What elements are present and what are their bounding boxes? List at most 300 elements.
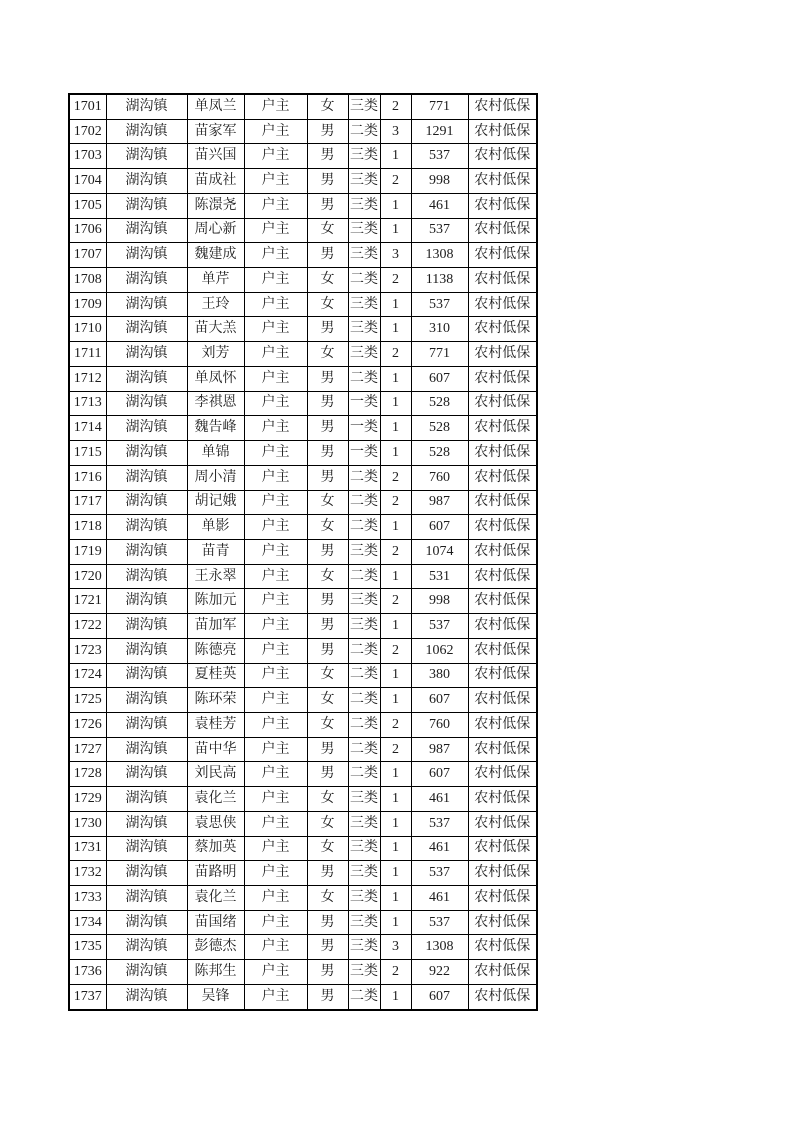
cell-benefit-type: 农村低保 [468,465,537,490]
cell-persons: 3 [380,935,411,960]
cell-relation: 户主 [244,984,307,1009]
cell-name: 胡记娥 [187,490,244,515]
table-row [69,638,537,663]
cell-town: 湖沟镇 [106,539,187,564]
cell-relation: 户主 [244,861,307,886]
cell-persons: 1 [380,910,411,935]
cell-town: 湖沟镇 [106,441,187,466]
cell-town: 湖沟镇 [106,564,187,589]
cell-name: 蔡加英 [187,836,244,861]
cell-amount: 1308 [411,935,468,960]
cell-amount: 537 [411,144,468,169]
table-row [69,886,537,911]
cell-record-id: 1737 [69,984,106,1009]
cell-amount: 461 [411,787,468,812]
table-row [69,119,537,144]
cell-persons: 2 [380,169,411,194]
table-row [69,292,537,317]
cell-relation: 户主 [244,539,307,564]
cell-town: 湖沟镇 [106,712,187,737]
cell-benefit-type: 农村低保 [468,292,537,317]
cell-gender: 男 [307,638,348,663]
cell-amount: 607 [411,366,468,391]
cell-amount: 537 [411,811,468,836]
cell-relation: 户主 [244,169,307,194]
cell-persons: 2 [380,268,411,293]
cell-gender: 女 [307,688,348,713]
cell-persons: 1 [380,515,411,540]
cell-benefit-type: 农村低保 [468,268,537,293]
cell-amount: 380 [411,663,468,688]
cell-gender: 男 [307,441,348,466]
cell-town: 湖沟镇 [106,910,187,935]
cell-name: 刘民高 [187,762,244,787]
cell-gender: 男 [307,539,348,564]
cell-category: 二类 [348,564,380,589]
cell-gender: 女 [307,787,348,812]
table-row [69,663,537,688]
cell-gender: 女 [307,886,348,911]
cell-town: 湖沟镇 [106,94,187,119]
cell-relation: 户主 [244,886,307,911]
cell-benefit-type: 农村低保 [468,737,537,762]
cell-persons: 2 [380,737,411,762]
cell-town: 湖沟镇 [106,465,187,490]
cell-gender: 男 [307,935,348,960]
cell-persons: 2 [380,465,411,490]
table-row [69,144,537,169]
cell-name: 单凤兰 [187,94,244,119]
cell-amount: 461 [411,886,468,911]
cell-record-id: 1736 [69,960,106,985]
table-row [69,515,537,540]
cell-category: 三类 [348,243,380,268]
cell-name: 李祺恩 [187,391,244,416]
cell-category: 三类 [348,292,380,317]
cell-name: 苗兴国 [187,144,244,169]
cell-persons: 1 [380,441,411,466]
cell-record-id: 1731 [69,836,106,861]
table-row [69,811,537,836]
table-row [69,564,537,589]
cell-gender: 女 [307,564,348,589]
cell-amount: 528 [411,441,468,466]
cell-relation: 户主 [244,268,307,293]
cell-relation: 户主 [244,737,307,762]
cell-benefit-type: 农村低保 [468,836,537,861]
cell-relation: 户主 [244,193,307,218]
cell-amount: 1138 [411,268,468,293]
cell-persons: 2 [380,589,411,614]
cell-record-id: 1712 [69,366,106,391]
benefits-table-body [69,94,537,1010]
cell-relation: 户主 [244,119,307,144]
table-row [69,441,537,466]
cell-relation: 户主 [244,94,307,119]
cell-persons: 2 [380,490,411,515]
cell-category: 三类 [348,811,380,836]
cell-town: 湖沟镇 [106,515,187,540]
cell-gender: 女 [307,712,348,737]
cell-amount: 537 [411,861,468,886]
cell-gender: 男 [307,391,348,416]
cell-category: 二类 [348,984,380,1009]
cell-category: 一类 [348,441,380,466]
cell-persons: 1 [380,762,411,787]
cell-amount: 528 [411,391,468,416]
cell-benefit-type: 农村低保 [468,342,537,367]
cell-relation: 户主 [244,416,307,441]
cell-benefit-type: 农村低保 [468,441,537,466]
cell-record-id: 1702 [69,119,106,144]
cell-amount: 1062 [411,638,468,663]
cell-gender: 女 [307,836,348,861]
cell-town: 湖沟镇 [106,391,187,416]
cell-amount: 607 [411,762,468,787]
cell-town: 湖沟镇 [106,861,187,886]
cell-amount: 771 [411,94,468,119]
cell-name: 陈德亮 [187,638,244,663]
cell-record-id: 1719 [69,539,106,564]
cell-category: 三类 [348,218,380,243]
cell-name: 苗路明 [187,861,244,886]
cell-benefit-type: 农村低保 [468,811,537,836]
table-row [69,465,537,490]
cell-category: 二类 [348,638,380,663]
cell-record-id: 1704 [69,169,106,194]
cell-amount: 760 [411,465,468,490]
cell-gender: 男 [307,193,348,218]
cell-name: 袁思侠 [187,811,244,836]
cell-benefit-type: 农村低保 [468,960,537,985]
cell-relation: 户主 [244,490,307,515]
table-row [69,836,537,861]
table-row [69,218,537,243]
cell-benefit-type: 农村低保 [468,984,537,1009]
cell-name: 周小清 [187,465,244,490]
table-row [69,910,537,935]
cell-benefit-type: 农村低保 [468,712,537,737]
table-row [69,391,537,416]
cell-relation: 户主 [244,836,307,861]
table-row [69,94,537,119]
cell-persons: 1 [380,144,411,169]
cell-persons: 1 [380,416,411,441]
cell-record-id: 1708 [69,268,106,293]
cell-record-id: 1711 [69,342,106,367]
cell-amount: 607 [411,515,468,540]
cell-category: 三类 [348,589,380,614]
cell-category: 二类 [348,688,380,713]
cell-record-id: 1728 [69,762,106,787]
cell-name: 单影 [187,515,244,540]
cell-benefit-type: 农村低保 [468,515,537,540]
cell-record-id: 1718 [69,515,106,540]
cell-gender: 女 [307,342,348,367]
cell-name: 魏告峰 [187,416,244,441]
cell-record-id: 1706 [69,218,106,243]
table-row [69,960,537,985]
cell-record-id: 1721 [69,589,106,614]
cell-amount: 922 [411,960,468,985]
cell-town: 湖沟镇 [106,416,187,441]
cell-town: 湖沟镇 [106,589,187,614]
cell-gender: 男 [307,910,348,935]
cell-relation: 户主 [244,515,307,540]
cell-amount: 987 [411,490,468,515]
table-row [69,712,537,737]
cell-persons: 1 [380,317,411,342]
cell-persons: 1 [380,787,411,812]
cell-persons: 1 [380,663,411,688]
cell-name: 夏桂英 [187,663,244,688]
cell-category: 三类 [348,861,380,886]
cell-amount: 771 [411,342,468,367]
cell-record-id: 1735 [69,935,106,960]
cell-relation: 户主 [244,762,307,787]
cell-relation: 户主 [244,342,307,367]
cell-category: 三类 [348,910,380,935]
cell-persons: 1 [380,861,411,886]
cell-category: 三类 [348,342,380,367]
cell-persons: 1 [380,614,411,639]
cell-gender: 女 [307,94,348,119]
cell-gender: 男 [307,614,348,639]
cell-name: 袁桂芳 [187,712,244,737]
cell-benefit-type: 农村低保 [468,144,537,169]
cell-amount: 537 [411,218,468,243]
cell-relation: 户主 [244,317,307,342]
cell-gender: 女 [307,663,348,688]
cell-persons: 1 [380,292,411,317]
cell-town: 湖沟镇 [106,342,187,367]
cell-category: 三类 [348,193,380,218]
cell-name: 袁化兰 [187,787,244,812]
cell-record-id: 1733 [69,886,106,911]
cell-amount: 528 [411,416,468,441]
cell-town: 湖沟镇 [106,243,187,268]
table-row [69,539,537,564]
cell-relation: 户主 [244,391,307,416]
cell-record-id: 1730 [69,811,106,836]
cell-amount: 537 [411,292,468,317]
table-row [69,935,537,960]
cell-category: 三类 [348,960,380,985]
cell-record-id: 1717 [69,490,106,515]
cell-record-id: 1714 [69,416,106,441]
benefits-table [68,93,538,1011]
cell-relation: 户主 [244,465,307,490]
cell-relation: 户主 [244,688,307,713]
cell-benefit-type: 农村低保 [468,94,537,119]
cell-record-id: 1729 [69,787,106,812]
cell-record-id: 1716 [69,465,106,490]
cell-category: 二类 [348,515,380,540]
cell-persons: 2 [380,539,411,564]
cell-category: 二类 [348,465,380,490]
cell-relation: 户主 [244,811,307,836]
cell-relation: 户主 [244,366,307,391]
cell-town: 湖沟镇 [106,119,187,144]
cell-persons: 2 [380,638,411,663]
table-row [69,243,537,268]
cell-record-id: 1703 [69,144,106,169]
cell-name: 吴锋 [187,984,244,1009]
cell-gender: 男 [307,762,348,787]
cell-gender: 男 [307,465,348,490]
cell-town: 湖沟镇 [106,737,187,762]
cell-name: 彭德杰 [187,935,244,960]
cell-record-id: 1734 [69,910,106,935]
cell-name: 苗成社 [187,169,244,194]
cell-town: 湖沟镇 [106,638,187,663]
cell-benefit-type: 农村低保 [468,886,537,911]
table-row [69,317,537,342]
cell-name: 王永翠 [187,564,244,589]
cell-persons: 2 [380,712,411,737]
cell-persons: 1 [380,366,411,391]
cell-town: 湖沟镇 [106,218,187,243]
cell-relation: 户主 [244,218,307,243]
cell-benefit-type: 农村低保 [468,688,537,713]
cell-benefit-type: 农村低保 [468,490,537,515]
cell-amount: 461 [411,193,468,218]
cell-name: 单芹 [187,268,244,293]
table-row [69,169,537,194]
cell-record-id: 1724 [69,663,106,688]
cell-benefit-type: 农村低保 [468,910,537,935]
cell-name: 袁化兰 [187,886,244,911]
cell-record-id: 1709 [69,292,106,317]
cell-benefit-type: 农村低保 [468,169,537,194]
cell-gender: 女 [307,490,348,515]
cell-name: 单凤怀 [187,366,244,391]
cell-benefit-type: 农村低保 [468,119,537,144]
cell-record-id: 1705 [69,193,106,218]
cell-relation: 户主 [244,663,307,688]
cell-benefit-type: 农村低保 [468,317,537,342]
cell-category: 三类 [348,539,380,564]
cell-category: 三类 [348,144,380,169]
cell-category: 三类 [348,886,380,911]
cell-category: 三类 [348,317,380,342]
cell-record-id: 1727 [69,737,106,762]
cell-amount: 607 [411,688,468,713]
cell-town: 湖沟镇 [106,886,187,911]
cell-gender: 女 [307,268,348,293]
cell-name: 陈邦生 [187,960,244,985]
cell-category: 三类 [348,169,380,194]
table-row [69,614,537,639]
cell-benefit-type: 农村低保 [468,762,537,787]
cell-persons: 2 [380,342,411,367]
cell-name: 陈环荣 [187,688,244,713]
table-row [69,787,537,812]
cell-record-id: 1722 [69,614,106,639]
cell-relation: 户主 [244,292,307,317]
cell-benefit-type: 农村低保 [468,663,537,688]
cell-category: 三类 [348,935,380,960]
cell-persons: 3 [380,243,411,268]
cell-name: 陈澋尧 [187,193,244,218]
cell-persons: 1 [380,886,411,911]
cell-gender: 男 [307,243,348,268]
cell-gender: 男 [307,737,348,762]
cell-town: 湖沟镇 [106,935,187,960]
cell-amount: 537 [411,910,468,935]
cell-amount: 1074 [411,539,468,564]
cell-record-id: 1720 [69,564,106,589]
cell-town: 湖沟镇 [106,193,187,218]
cell-benefit-type: 农村低保 [468,935,537,960]
cell-category: 二类 [348,490,380,515]
table-row [69,268,537,293]
cell-benefit-type: 农村低保 [468,416,537,441]
cell-relation: 户主 [244,144,307,169]
cell-town: 湖沟镇 [106,762,187,787]
cell-benefit-type: 农村低保 [468,218,537,243]
cell-category: 三类 [348,94,380,119]
table-row [69,688,537,713]
cell-town: 湖沟镇 [106,836,187,861]
cell-category: 二类 [348,366,380,391]
cell-name: 陈加元 [187,589,244,614]
cell-benefit-type: 农村低保 [468,787,537,812]
cell-benefit-type: 农村低保 [468,366,537,391]
cell-relation: 户主 [244,712,307,737]
cell-town: 湖沟镇 [106,366,187,391]
cell-relation: 户主 [244,614,307,639]
table-row [69,762,537,787]
cell-persons: 1 [380,218,411,243]
cell-persons: 1 [380,836,411,861]
cell-gender: 男 [307,119,348,144]
table-row [69,589,537,614]
cell-name: 苗大羔 [187,317,244,342]
cell-relation: 户主 [244,960,307,985]
cell-benefit-type: 农村低保 [468,638,537,663]
cell-name: 刘芳 [187,342,244,367]
cell-name: 苗家军 [187,119,244,144]
cell-town: 湖沟镇 [106,663,187,688]
cell-gender: 男 [307,366,348,391]
cell-persons: 1 [380,688,411,713]
cell-persons: 2 [380,94,411,119]
cell-persons: 1 [380,984,411,1009]
cell-record-id: 1726 [69,712,106,737]
cell-gender: 男 [307,960,348,985]
cell-category: 三类 [348,614,380,639]
cell-relation: 户主 [244,638,307,663]
cell-record-id: 1732 [69,861,106,886]
cell-persons: 1 [380,391,411,416]
cell-record-id: 1710 [69,317,106,342]
cell-record-id: 1723 [69,638,106,663]
cell-benefit-type: 农村低保 [468,391,537,416]
cell-category: 二类 [348,737,380,762]
cell-amount: 531 [411,564,468,589]
cell-name: 苗青 [187,539,244,564]
cell-name: 苗中华 [187,737,244,762]
table-row [69,490,537,515]
cell-record-id: 1725 [69,688,106,713]
cell-amount: 310 [411,317,468,342]
cell-name: 苗加军 [187,614,244,639]
cell-gender: 男 [307,861,348,886]
cell-gender: 男 [307,589,348,614]
cell-persons: 1 [380,193,411,218]
cell-amount: 760 [411,712,468,737]
